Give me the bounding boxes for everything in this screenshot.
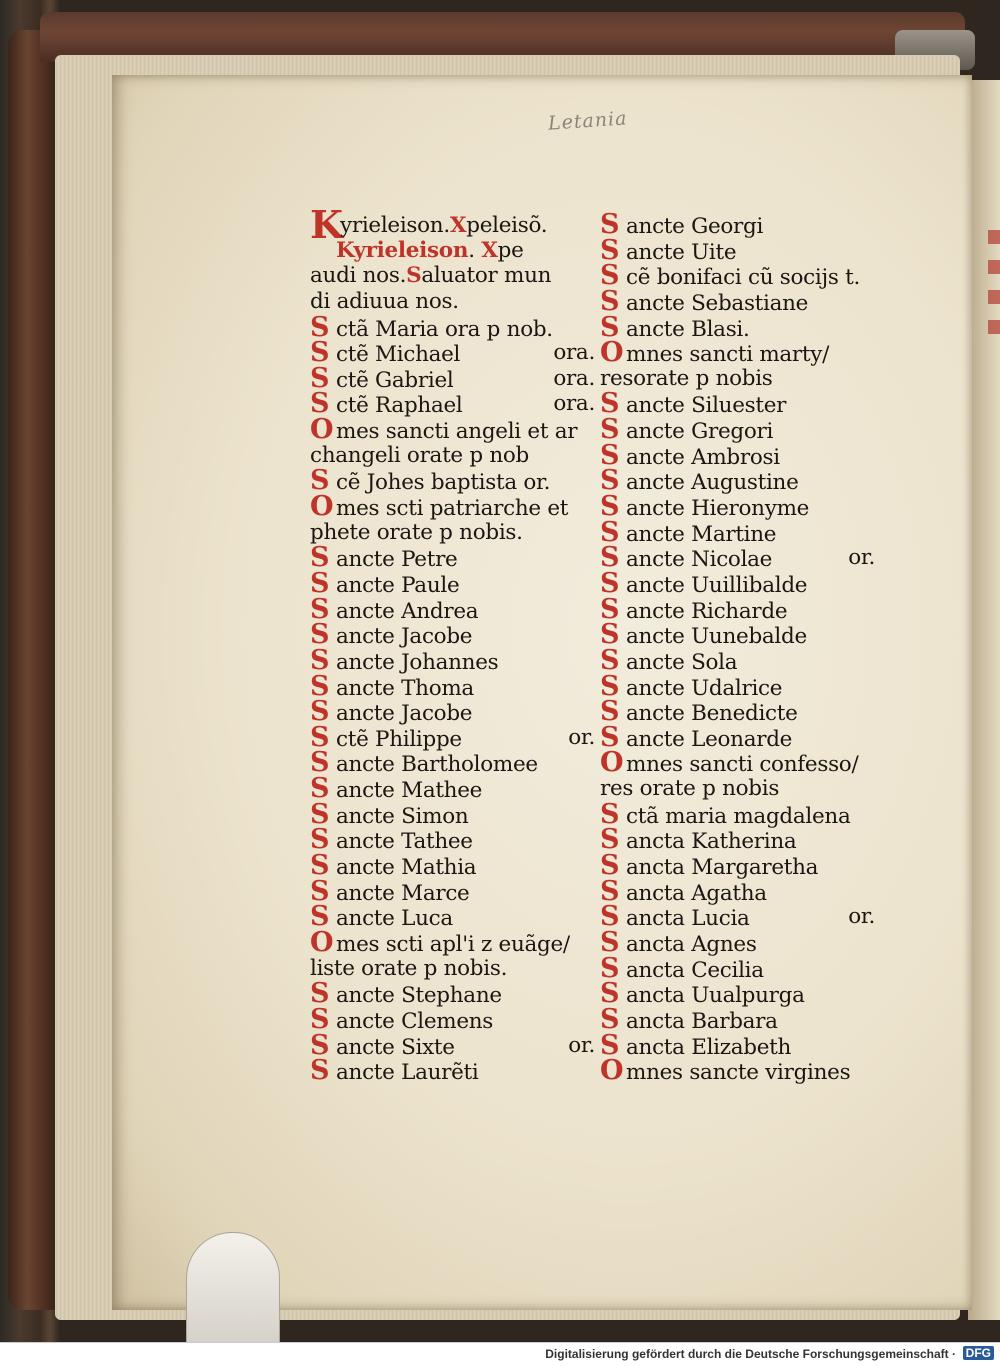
rubric-initial: S xyxy=(600,721,620,753)
line-text: mnes sancte virgines xyxy=(626,1060,851,1086)
text-line xyxy=(600,414,875,446)
text-line xyxy=(310,337,595,369)
line-suffix: ora. xyxy=(553,391,595,417)
rubric-initial: S xyxy=(600,952,620,984)
text-line xyxy=(600,721,875,753)
text-line xyxy=(310,978,595,1010)
rubric-initial: S xyxy=(310,824,330,856)
text-line xyxy=(310,956,595,982)
text-line xyxy=(310,1003,595,1035)
rubric-initial: S xyxy=(600,619,620,651)
rubric-initial: S xyxy=(310,875,330,907)
line-text: yrieleison. xyxy=(340,213,450,238)
line-text: ancte Uuillibalde xyxy=(626,572,808,598)
line-text: res orate p nobis xyxy=(600,776,780,802)
line-text: ancte Gregori xyxy=(626,419,774,445)
rubric-initial: S xyxy=(600,414,620,446)
text-line xyxy=(310,1029,595,1061)
rubric-initial: S xyxy=(600,439,620,471)
line-text: cẽ bonifaci cũ socijs t. xyxy=(626,265,860,291)
rubric-initial: S xyxy=(600,234,620,266)
rubric-initial: O xyxy=(600,1055,624,1087)
rubric-initial: S xyxy=(600,567,620,599)
text-line xyxy=(310,202,595,247)
text-line xyxy=(600,670,875,702)
line-text: ancte Tathee xyxy=(336,829,473,855)
line-text: ctẽ Michael xyxy=(336,342,461,368)
line-text: ancte Stephane xyxy=(336,983,502,1009)
rubric-initial: S xyxy=(310,1003,330,1035)
dfg-logo: DFG xyxy=(963,1346,994,1360)
line-text: ancte Sola xyxy=(626,649,738,675)
rubric-initial: S xyxy=(600,209,620,240)
rubric-initial: S xyxy=(310,311,330,343)
text-line xyxy=(600,311,875,343)
rubric-initial: S xyxy=(310,978,330,1010)
rubric-initial: S xyxy=(600,260,620,292)
line-text: . xyxy=(468,237,482,263)
line-text: ancta Cecilia xyxy=(626,957,764,983)
line-text: ancte Siluester xyxy=(626,393,787,419)
line-text: ancte Laurẽti xyxy=(336,1060,479,1086)
text-line xyxy=(600,337,875,369)
text-line xyxy=(600,850,875,882)
line-text-continued: pe xyxy=(497,237,524,263)
text-line xyxy=(600,952,875,984)
rubric-initial: K xyxy=(310,202,343,247)
rubric-initial: S xyxy=(310,593,330,625)
line-text: changeli orate p nob xyxy=(310,442,530,468)
line-text: mes scti apl'i z euãge/ xyxy=(336,931,570,957)
rubric-initial: S xyxy=(600,670,620,702)
facing-page-rubrics xyxy=(988,230,1000,350)
text-line xyxy=(310,850,595,882)
line-text: ancte Luca xyxy=(336,906,453,932)
rubric-initial: S xyxy=(600,926,620,958)
rubric-initial: S xyxy=(600,875,620,907)
line-text-continued: aluator mun xyxy=(421,263,552,289)
text-line xyxy=(600,1003,875,1035)
rubric-initial-inline: S xyxy=(406,263,422,289)
rubric-word: Kyrieleison xyxy=(336,237,469,263)
rubric-initial: S xyxy=(310,465,330,497)
text-line xyxy=(600,234,875,266)
line-text: ancta Barbara xyxy=(626,1008,778,1034)
line-text: ancte Hieronyme xyxy=(626,496,810,522)
text-line xyxy=(310,520,595,546)
text-line xyxy=(310,875,595,907)
text-line xyxy=(310,721,595,753)
rubric-initial: S xyxy=(310,696,330,728)
line-text: mnes sancti confesso/ xyxy=(626,752,859,778)
text-line xyxy=(600,465,875,497)
thumb-index-tab xyxy=(186,1232,280,1344)
rubric-initial: S xyxy=(310,362,330,394)
text-line xyxy=(310,824,595,856)
text-line xyxy=(600,439,875,471)
text-column-right xyxy=(600,209,875,1087)
rubric-initial-inline: X xyxy=(481,237,498,263)
line-suffix: or. xyxy=(848,545,875,571)
rubric-initial: S xyxy=(600,465,620,497)
line-text: ancte Andrea xyxy=(336,598,479,624)
text-line xyxy=(600,388,875,420)
line-text: ctã maria magdalena xyxy=(626,803,851,829)
line-text: ancte Sixte xyxy=(336,1034,455,1060)
text-line xyxy=(600,516,875,548)
text-line xyxy=(600,901,875,933)
line-text: ctẽ Gabriel xyxy=(336,367,454,393)
rubric-initial: O xyxy=(310,926,334,958)
text-line xyxy=(600,696,875,728)
line-text: mes sancti angeli et ar xyxy=(336,419,578,445)
text-line xyxy=(600,542,875,574)
text-line xyxy=(310,362,595,394)
text-line xyxy=(600,491,875,523)
rubric-initial: S xyxy=(310,773,330,805)
line-text: ancte Jacobe xyxy=(336,624,473,650)
line-text: mes scti patriarche et xyxy=(336,496,569,522)
rubric-initial: S xyxy=(310,901,330,933)
rubric-initial: S xyxy=(310,644,330,676)
text-line xyxy=(310,798,595,830)
line-text: ctẽ Raphael xyxy=(336,393,463,419)
text-line xyxy=(310,443,595,469)
line-text: mnes sancti marty/ xyxy=(626,342,830,368)
line-text: ctã Maria ora p nob. xyxy=(336,316,553,342)
text-line xyxy=(310,289,595,315)
line-text: ancte Sebastiane xyxy=(626,290,809,316)
text-line xyxy=(600,1029,875,1061)
line-suffix: or. xyxy=(568,1032,595,1058)
text-line xyxy=(600,875,875,907)
line-text: ancte Georgi xyxy=(626,214,764,239)
rubric-initial: S xyxy=(600,516,620,548)
line-text: ctẽ Philippe xyxy=(336,726,462,752)
line-text: ancte Blasi. xyxy=(626,316,750,342)
line-text: cẽ Johes baptista or. xyxy=(336,470,551,496)
text-line xyxy=(600,619,875,651)
line-text: ancte Benedicte xyxy=(626,701,798,727)
rubric-initial: S xyxy=(310,798,330,830)
rubric-initial: O xyxy=(310,414,334,446)
text-line xyxy=(310,644,595,676)
rubric-initial: S xyxy=(310,670,330,702)
text-line xyxy=(600,366,875,392)
text-line xyxy=(310,670,595,702)
rubric-initial: S xyxy=(600,850,620,882)
line-text: ancte Bartholomee xyxy=(336,752,538,778)
line-text: ancte Ambrosi xyxy=(626,444,780,470)
line-text: ancte Augustine xyxy=(626,470,799,496)
text-line xyxy=(600,567,875,599)
line-text: ancte Leonarde xyxy=(626,726,793,752)
line-text: ancte Nicolae xyxy=(626,547,773,573)
line-text: ancte Paule xyxy=(336,572,460,598)
rubric-initial: S xyxy=(600,491,620,523)
rubric-initial: S xyxy=(600,593,620,625)
text-line xyxy=(310,593,595,625)
rubric-initial: S xyxy=(310,1055,330,1087)
text-line xyxy=(310,901,595,933)
text-line xyxy=(600,798,875,830)
line-text: ancta Agatha xyxy=(626,880,767,906)
line-text: ancte Thoma xyxy=(336,675,474,701)
line-text: ancte Uite xyxy=(626,239,737,265)
text-line xyxy=(600,593,875,625)
text-column-left xyxy=(310,202,595,1087)
text-line xyxy=(600,260,875,292)
text-line xyxy=(600,776,875,802)
footer-bar xyxy=(0,1342,1000,1366)
line-text: ancta Elizabeth xyxy=(626,1034,792,1060)
text-line xyxy=(600,285,875,317)
rubric-initial: S xyxy=(310,388,330,420)
rubric-initial-inline: X xyxy=(449,213,467,238)
line-text: ancte Uunebalde xyxy=(626,624,807,650)
line-text: ancta Lucia xyxy=(626,906,750,932)
line-suffix: ora. xyxy=(553,340,595,366)
text-line xyxy=(600,978,875,1010)
text-line xyxy=(600,1055,875,1087)
text-line xyxy=(310,696,595,728)
text-line xyxy=(600,926,875,958)
line-text: ancte Martine xyxy=(626,521,777,547)
rubric-initial: S xyxy=(310,1029,330,1061)
rubric-initial: S xyxy=(600,798,620,830)
rubric-initial: S xyxy=(600,311,620,343)
line-text: ancta Uualpurga xyxy=(626,983,805,1009)
line-text: ancta Agnes xyxy=(626,931,757,957)
rubric-initial: O xyxy=(600,337,624,369)
text-line xyxy=(310,619,595,651)
text-line xyxy=(310,567,595,599)
rubric-initial: S xyxy=(600,285,620,317)
line-text: liste orate p nobis. xyxy=(310,955,508,981)
line-text: resorate p nobis xyxy=(600,365,773,391)
line-text: ancte Jacobe xyxy=(336,701,473,727)
text-line xyxy=(310,238,595,264)
text-line xyxy=(310,414,595,446)
text-line xyxy=(310,926,595,958)
line-text: ancte Johannes xyxy=(336,649,499,675)
rubric-initial: S xyxy=(600,1003,620,1035)
text-line xyxy=(600,209,875,240)
line-text: audi nos. xyxy=(310,263,407,289)
text-line xyxy=(600,644,875,676)
footer-credit: Digitalisierung gefördert durch die Deutsche Forschungsgemeinschaft · xyxy=(545,1347,956,1361)
text-line xyxy=(310,773,595,805)
line-text: ancta Katherina xyxy=(626,829,797,855)
rubric-initial: S xyxy=(600,1029,620,1061)
line-text: ancte Udalrice xyxy=(626,675,783,701)
rubric-initial: S xyxy=(600,901,620,933)
rubric-initial: S xyxy=(310,721,330,753)
text-line xyxy=(310,747,595,779)
text-line xyxy=(310,388,595,420)
rubric-initial: S xyxy=(310,567,330,599)
rubric-initial: S xyxy=(310,850,330,882)
text-line xyxy=(310,542,595,574)
text-line xyxy=(310,311,595,343)
text-line xyxy=(310,1055,595,1087)
rubric-initial: S xyxy=(600,978,620,1010)
line-suffix: or. xyxy=(568,724,595,750)
rubric-initial: S xyxy=(600,696,620,728)
text-line xyxy=(310,465,595,497)
line-text-continued: peleisõ. xyxy=(466,213,548,238)
rubric-initial: S xyxy=(310,747,330,779)
line-text: ancte Richarde xyxy=(626,598,788,624)
text-line xyxy=(310,263,595,289)
line-text: ancte Mathee xyxy=(336,778,483,804)
line-text: di adiuua nos. xyxy=(310,288,459,314)
line-text: ancte Petre xyxy=(336,547,458,573)
rubric-initial: S xyxy=(600,644,620,676)
text-line xyxy=(600,824,875,856)
line-text: ancte Marce xyxy=(336,880,470,906)
rubric-initial: S xyxy=(310,337,330,369)
line-text: ancte Simon xyxy=(336,803,469,829)
pencil-annotation: Letania xyxy=(547,107,629,135)
text-line xyxy=(310,491,595,523)
line-suffix: ora. xyxy=(553,365,595,391)
line-text: phete orate p nobis. xyxy=(310,519,523,545)
rubric-initial: S xyxy=(310,542,330,574)
rubric-initial: O xyxy=(310,491,334,523)
rubric-initial: O xyxy=(600,747,624,779)
line-suffix: or. xyxy=(848,904,875,930)
rubric-initial: S xyxy=(600,388,620,420)
text-line xyxy=(600,747,875,779)
line-text: ancte Clemens xyxy=(336,1008,494,1034)
line-text: ancta Margaretha xyxy=(626,855,819,881)
rubric-initial: S xyxy=(600,542,620,574)
rubric-initial: S xyxy=(310,619,330,651)
line-text: ancte Mathia xyxy=(336,855,477,881)
rubric-initial: S xyxy=(600,824,620,856)
